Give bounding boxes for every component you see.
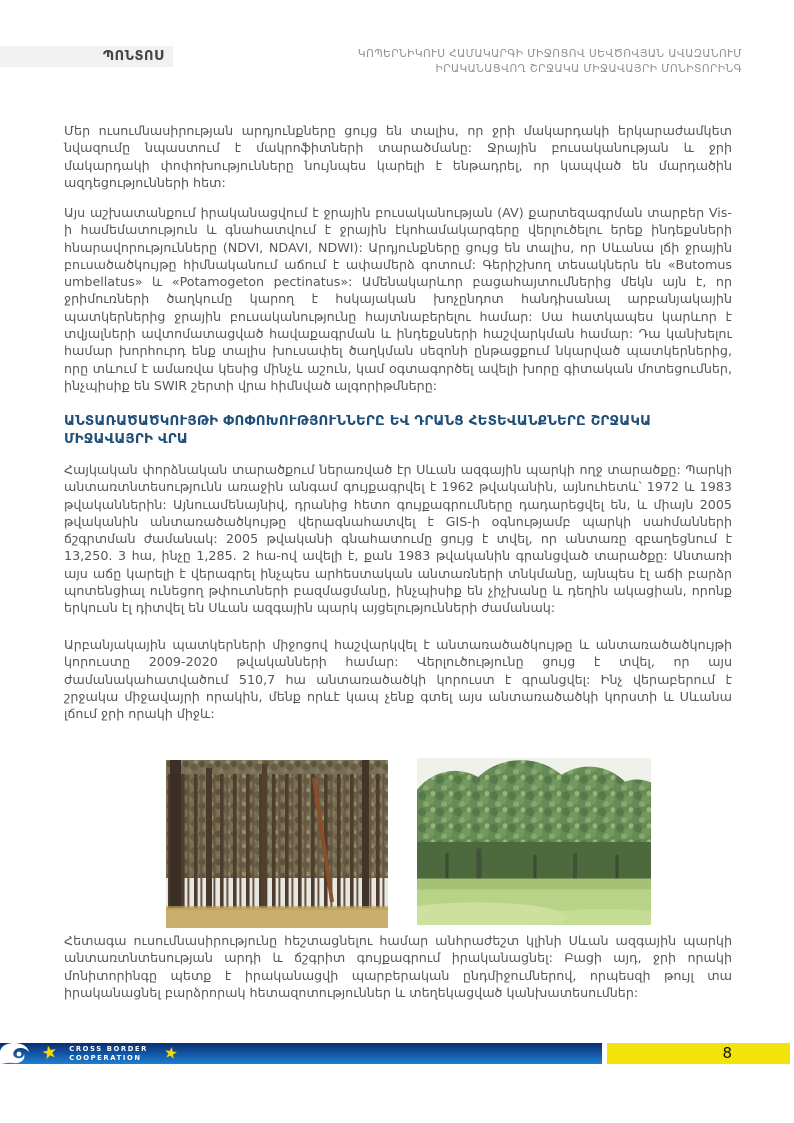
paragraph-study-results: Մեր ուսումնասիրության արդյունքները ցույց են տալիս, որ ջրի մակարդակի երկարաժամկետ նվազումը նպաստում է մակրոֆիտների տարածմանը: Ջրային բուսականության և ջրի մակարդակի փոփոխությունները նույնպես կարելի է ենթադրել, որ կապված են մարդածին ազդեցությունների հետ: (64, 123, 732, 190)
footer-blue-bar (0, 1043, 602, 1064)
paragraph-recommendations: Հետագա ուսումնասիրությունը հեշտացնելու համար անհրաժեշտ կլինի Սևան ազգային պարկի անտառտնտեսության արդի և ճշգրիտ գույքագրում իրականացնել: Բացի այդ, ջրի որակի մոնիտորինգը պետք է իրականացվի պարբերական ընդմիջումներով, որպեսզի թույլ տա իրականացնել բարձրորակ հետազոտություններ և տեղեկացված կանխատեսումներ: (64, 933, 732, 1000)
pontos-logo: ՊՈՆՏՈՍ (102, 49, 164, 64)
header-title-line1: ԿՈՊԵՐՆԻԿՈՒՍ ՀԱՄԱԿԱՐԳԻ ՄԻՋՈՑՈՎ ՍԵՎԾՈՎՅԱՆ ԱՎԱԶԱՆՈՒՄ (357, 48, 742, 60)
cbc-line2: COOPERATION (69, 1053, 142, 1062)
wave-swirl-icon (0, 1043, 36, 1064)
eu-star-icon: ★ (162, 1042, 180, 1064)
header-title (180, 47, 742, 77)
cross-border-cooperation-logo (69, 1045, 148, 1062)
footer-yellow-bar (607, 1043, 790, 1064)
green-forest-photo (417, 758, 651, 925)
section-heading-forest-cover: ԱՆՏԱՌԱԾԱԾԿՈՒՅԹԻ ՓՈՓՈԽՈՒԹՅՈՒՆՆԵՐԸ ԵՎ ԴՐԱՆՑ ՀԵՏԵՎԱՆՔՆԵՐԸ ՇՐՋԱԿԱ ՄԻՋԱՎԱՅՐԻ ՎՐԱ (64, 414, 652, 447)
pine-forest-photo (166, 760, 388, 928)
page-number: 8 (722, 1044, 732, 1062)
eu-star-icon: ★ (39, 1041, 60, 1065)
header-logo-box (0, 46, 173, 67)
photo-row (166, 758, 652, 928)
pine-forest-illustration (166, 760, 388, 928)
paragraph-sevan-park-inventory: Հայկական փորձնական տարածքում ներառված էր Սևան ազգային պարկի ողջ տարածքը: Պարկի անտառտնտեսությունն առաջին անգամ գույքագրվել է 1962 թվականին, այնուհետև՝ 1972 և 1983 թվականներին: Այնուամենայնիվ, դրանից հետո գույքագրումները դադարեցվել են, և միայն 2005 թվականին անտառածածկույթը վերագնահատվել է GIS-ի օգնությամբ պարկի սահմանների ճշգրտման ժամանակ: 2005 թվականի գնահատումը ցույց է տվել, որ անտառը զբաղեցնում է 13,250. 3 հա, ինչը 1,285. 2 հա-ով ավելի է, քան 1983 թվականին գրանցված տարածքը: Անտառի այս աճը կարելի է վերագրել ինչպես արհեստական անտառների տնկմանը, այնպես էլ աճի բարձր պոտենցիալ ունեցող թփուտների բազմացմանը, ինչպիսիք են չիչխանը և դեղին ակացիան, որոնք երկուսն էլ դիտվել են Սևան ազգային պարկ այցելությունների ժամանակ: (64, 462, 732, 616)
green-forest-illustration (417, 758, 651, 925)
header-title-line2: ԻՐԱԿԱՆԱՑՎՈՂ ՇՐՋԱԿԱ ՄԻՋԱՎԱՅՐԻ ՄՈՆԻՏՈՐԻՆԳ (435, 63, 742, 75)
cbc-line1: CROSS BORDER (69, 1044, 149, 1053)
paragraph-aquatic-vegetation: Այս աշխատանքում իրականացվում է ջրային բուսականության (AV) քարտեզագրման տարբեր Vis-ի համեմատություն և գնահատվում է ջրային էկոհամակարգերը վերլուծելու երեք ինդեքսների հնարավորությունները (NDVI, NDAVI, NDWI): Արդյունքները ցույց են տալիս, որ Սևանա լճի ջրային բուսածածկույթը հիմնականում աճում է ափամերձ գոտում: Գերիշխող տեսակներն են «Butomus umbellatus» և «Potamogeton pectinatus»: Ամենակարևոր բացահայտումներից մեկն այն է, որ ջրիմուռների ծաղկումը կարող է հսկայական խոչընդոտ հանդիսանալ արբանյակային պատկերներից ջրային բուսականությունը հայտնաբերելու համար: Սա հատկապես կարևոր է տվյալների ավտոմատացված հավաքագրման և ինդեքսների հաշվարկման համար: Դա կանխելու համար խորհուրդ ենք տալիս խուսափել ծաղկման սեզոնի ընթացքում նկարված պատկերներից, որը տևում է ամառվա կեսից մինչև աշուն, կամ օգտագործել ավելի խորը գիտական մոտեցումներ, ինչպիսիք են SWIR շերտի վրա հիմնված ալգորիթմները: (64, 205, 732, 393)
paragraph-forest-loss: Արբանյակային պատկերների միջոցով հաշվարկվել է անտառածածկույթը և անտառածածկույթի կորուստը 2009-2020 թվականների համար: Վերլուծությունը ցույց է տվել, որ այս ժամանակահատվածում 510,7 հա անտառածածկի կորուստ է գրանցվել: Ինչ վերաբերում է շրջակա միջավայրի որակին, մենք որևէ կապ չենք գտել այս անտառածածկի կորստի և Սևանա լճում ջրի որակի միջև: (64, 637, 732, 722)
